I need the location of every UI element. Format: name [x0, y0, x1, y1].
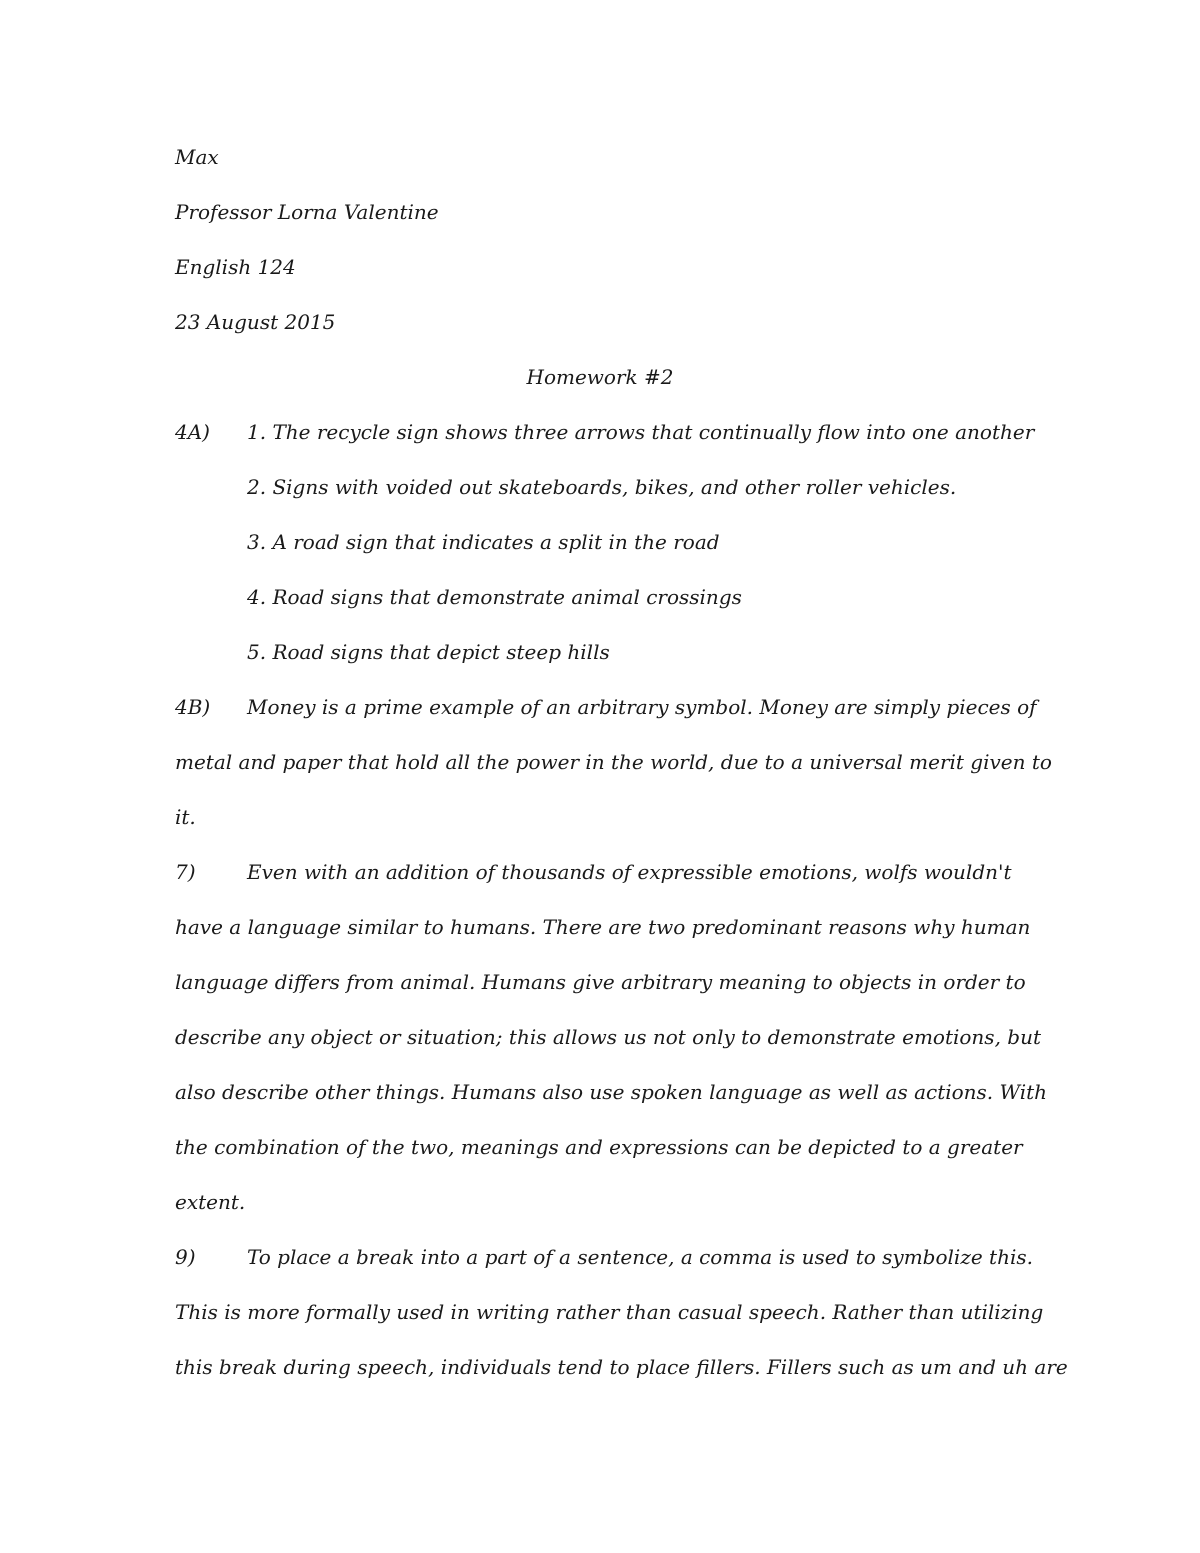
paragraph-line: extent. [175, 1190, 246, 1214]
document-date: 23 August 2015 [175, 310, 336, 334]
paragraph-line: To place a break into a part of a sentence, a comma is used to symbolize this. [247, 1245, 1033, 1269]
professor-name: Professor Lorna Valentine [175, 200, 439, 224]
course-name: English 124 [175, 255, 296, 279]
paragraph-line: also describe other things. Humans also use spoken language as well as actions. With [175, 1080, 1048, 1104]
student-name: Max [175, 145, 219, 169]
list-item: 5. Road signs that depict steep hills [247, 640, 610, 664]
paragraph-line: language differs from animal. Humans give arbitrary meaning to objects in order to [175, 970, 1026, 994]
paragraph-line: Money is a prime example of an arbitrary symbol. Money are simply pieces of [247, 695, 1037, 719]
document-title: Homework #2 [526, 365, 674, 389]
paragraph-line: it. [175, 805, 196, 829]
list-item: 4. Road signs that demonstrate animal crossings [247, 585, 742, 609]
list-item: 1. The recycle sign shows three arrows that continually flow into one another [247, 420, 1035, 444]
paragraph-line: this break during speech, individuals tend to place fillers. Fillers such as um and uh are [175, 1355, 1068, 1379]
question-label: 4B) [175, 695, 211, 719]
paragraph-line: have a language similar to humans. There are two predominant reasons why human [175, 915, 1031, 939]
paragraph-line: This is more formally used in writing rather than casual speech. Rather than utilizing [175, 1300, 1044, 1324]
question-label: 7) [175, 860, 196, 884]
list-item: 3. A road sign that indicates a split in the road [247, 530, 720, 554]
question-label: 9) [175, 1245, 196, 1269]
paragraph-line: Even with an addition of thousands of expressible emotions, wolfs wouldn't [247, 860, 1012, 884]
question-label: 4A) [175, 420, 210, 444]
paragraph-line: metal and paper that hold all the power in the world, due to a universal merit given to [175, 750, 1052, 774]
list-item: 2. Signs with voided out skateboards, bikes, and other roller vehicles. [247, 475, 957, 499]
paragraph-line: the combination of the two, meanings and expressions can be depicted to a greater [175, 1135, 1023, 1159]
paragraph-line: describe any object or situation; this allows us not only to demonstrate emotions, but [175, 1025, 1042, 1049]
